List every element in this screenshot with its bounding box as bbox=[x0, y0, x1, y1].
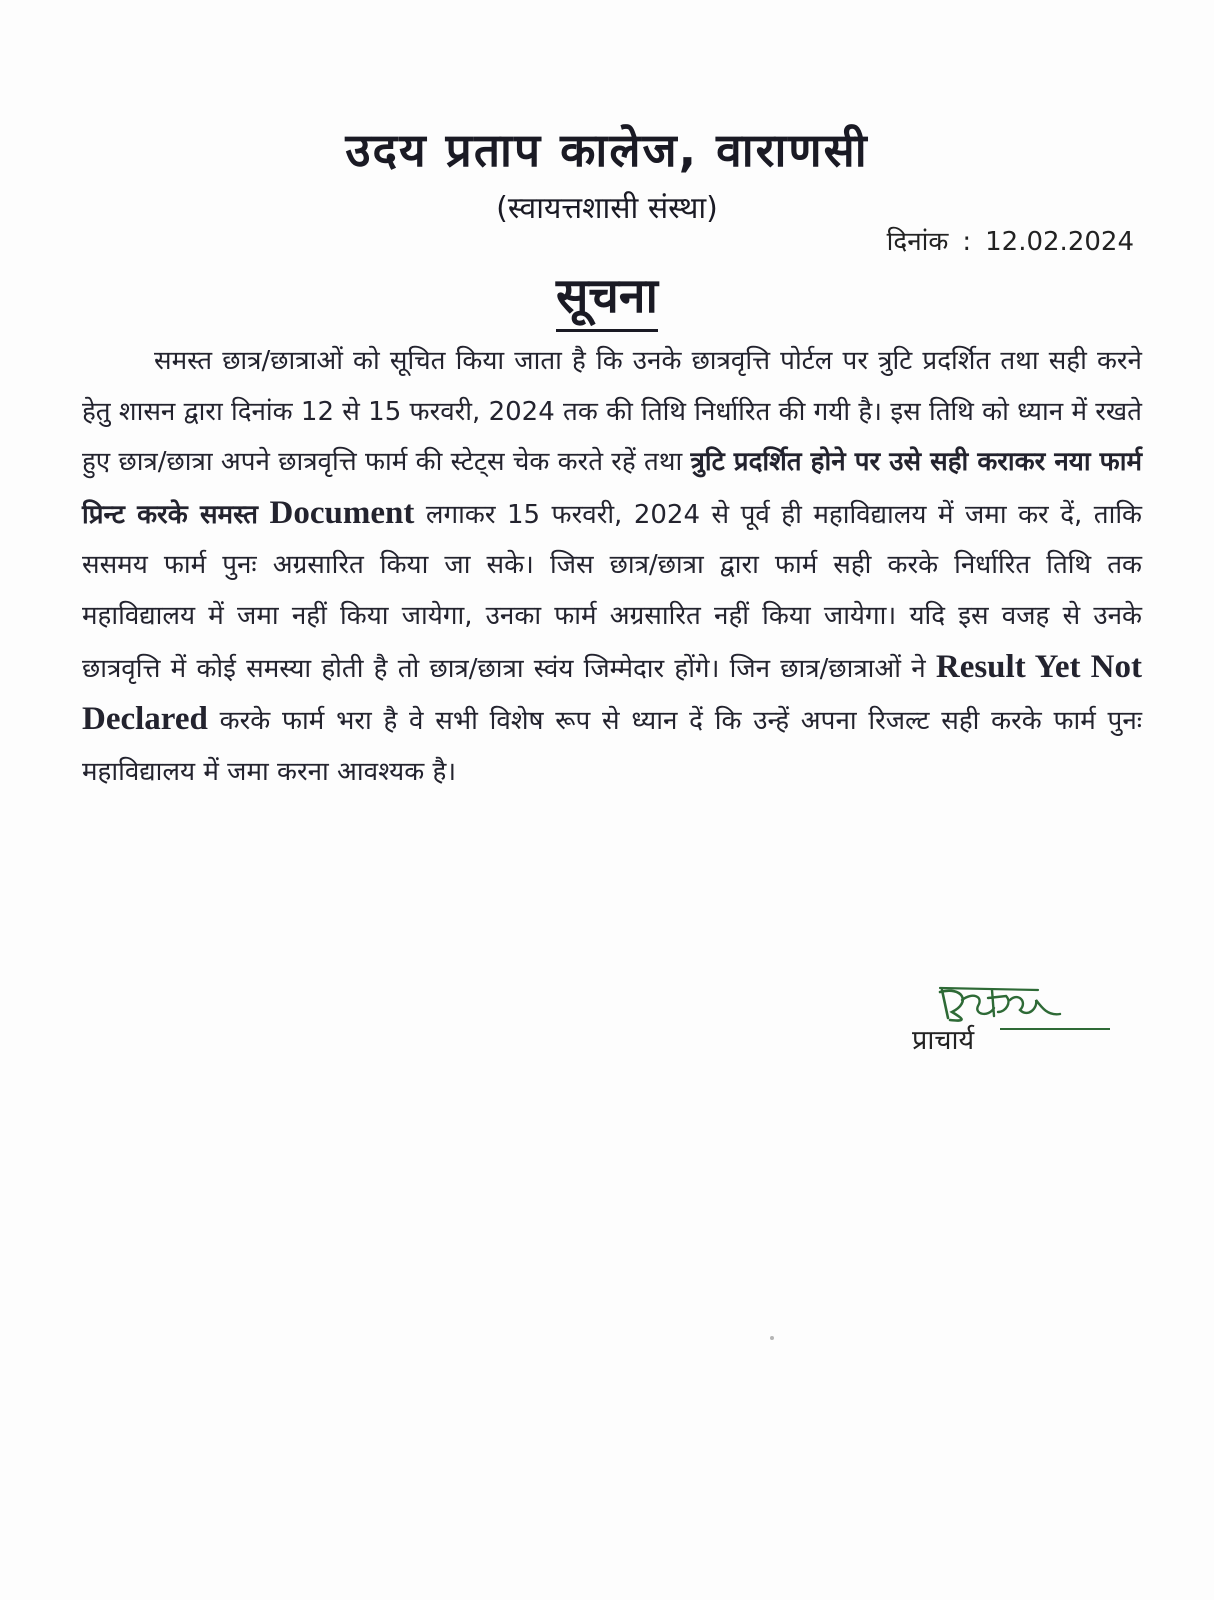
notice-body bbox=[82, 336, 1142, 797]
notice-text-bold: त्रुटि प्रदर्शित होने पर उसे सही कराकर नया फार्म प्रिन्ट करके समस्त bbox=[82, 447, 1142, 530]
notice-text-segment: समस्त छात्र/छात्राओं को सूचित किया जाता है कि उनके छात्रवृत्ति पोर्टल पर त्रुटि प्रदर्शित तथा सही करने हेतु शासन द्वारा दिनांक 12 से 15 फरवरी, 2024 तक की तिथि निर्धारित की गयी है। इस तिथि को ध्यान में रखते हुए छात्र/छात्रा अपने छात्रवृत्ति फार्म की स्टेट्स चेक करते रहें तथा bbox=[82, 346, 1142, 478]
notice-title-wrap bbox=[0, 262, 1214, 332]
notice-text-result-status: Result Yet Not Declared bbox=[82, 648, 1142, 738]
notice-text-segment: करके फार्म भरा है वे सभी विशेष रूप से ध्यान दें कि उन्हें अपना रिजल्ट सही करके फार्म पुनः महाविद्यालय में जमा करना आवश्यक है। bbox=[82, 706, 1143, 787]
signature-underline bbox=[1000, 1028, 1110, 1030]
notice-text-document: Document bbox=[269, 494, 415, 531]
date-line bbox=[887, 222, 1134, 258]
college-name: उदय प्रताप कालेज, वाराणसी bbox=[345, 123, 869, 177]
notice-text-segment: लगाकर 15 फरवरी, 2024 से पूर्व ही महाविद्यालय में जमा कर दें, ताकि ससमय फार्म पुनः अग्रसारित किया जा सके। जिस छात्र/छात्रा द्वारा फार्म सही करके निर्धारित तिथि तक महाविद्यालय में जमा नहीं किया जायेगा, उनका फार्म अग्रसारित नहीं किया जायेगा। यदि इस वजह से उनके छात्रवृत्ति में कोई समस्या होती है तो छात्र/छात्रा स्वंय जिम्मेदार होंगे। जिन छात्र/छात्राओं ने bbox=[82, 499, 1143, 684]
date-label: दिनांक bbox=[886, 227, 949, 257]
scan-speck bbox=[770, 1336, 774, 1340]
principal-designation: प्राचार्य bbox=[912, 1025, 975, 1056]
college-subtitle: (स्वायत्तशासी संस्था) bbox=[496, 191, 718, 226]
date-separator: : bbox=[962, 227, 972, 257]
date-value: 12.02.2024 bbox=[985, 227, 1134, 257]
notice-title: सूचना bbox=[556, 262, 658, 332]
